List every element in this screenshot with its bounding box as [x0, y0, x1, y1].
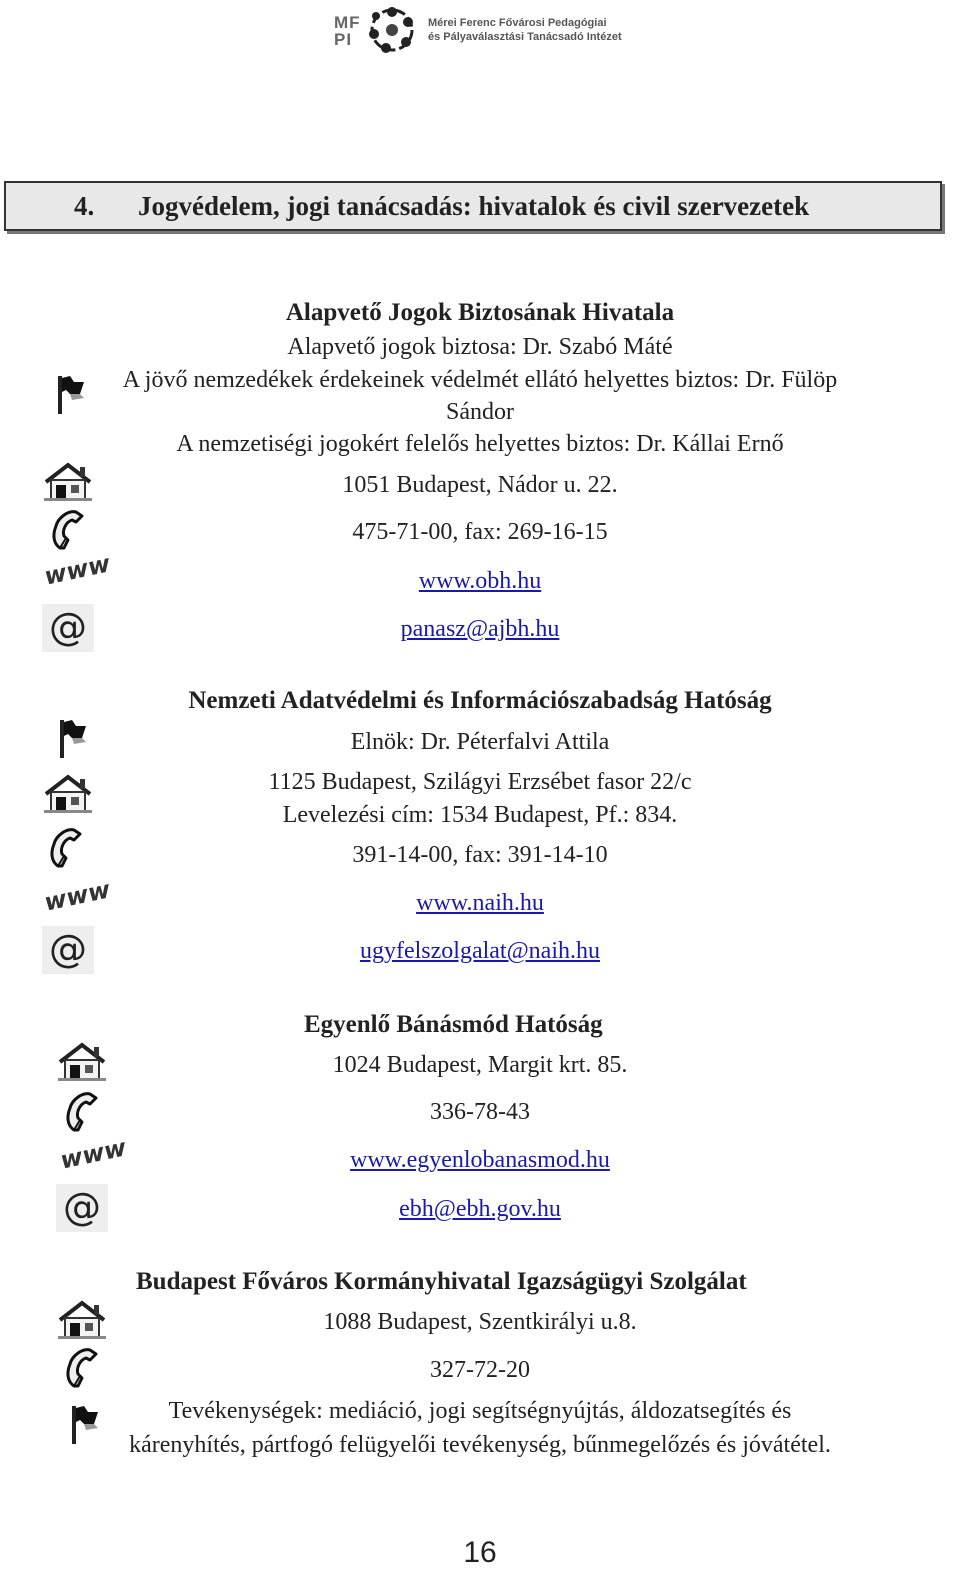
- org2-email-link[interactable]: ugyfelszolgalat@naih.hu: [359, 938, 601, 964]
- org2-person: Elnök: Dr. Péterfalvi Attila: [350, 729, 610, 755]
- house-icon: [42, 774, 94, 814]
- phone-icon: [60, 1090, 104, 1134]
- page-number: 16: [463, 1536, 497, 1569]
- org1-name: Alapvető Jogok Biztosának Hivatala: [285, 299, 675, 326]
- org4-phone: 327-72-20: [430, 1357, 530, 1383]
- org4-activities-line2: kárenyhítés, pártfogó felügyelői tevékenység, bűnmegelőzés és jóvátétel.: [129, 1432, 831, 1458]
- org1-person2a: A jövő nemzedékek érdekeinek védelmét ellátó helyettes biztos: Dr. Fülöp: [122, 367, 838, 393]
- org3-web-link[interactable]: www.egyenlobanasmod.hu: [350, 1147, 610, 1173]
- phone-icon: [60, 1346, 104, 1390]
- www-icon: www: [41, 875, 113, 917]
- at-sign-icon: @: [42, 926, 94, 974]
- house-icon: [56, 1042, 108, 1082]
- at-sign-icon: @: [56, 1184, 108, 1232]
- org3-address: 1024 Budapest, Margit krt. 85.: [332, 1052, 628, 1078]
- org1-email-link[interactable]: panasz@ajbh.hu: [400, 616, 560, 642]
- section-title: Jogvédelem, jogi tanácsadás: hivatalok és civil szervezetek: [138, 191, 810, 221]
- flag-icon: [64, 1402, 104, 1446]
- org1-web-link[interactable]: www.obh.hu: [418, 568, 542, 594]
- org2-phone: 391-14-00, fax: 391-14-10: [352, 842, 608, 868]
- house-icon: [56, 1300, 108, 1340]
- logo-line2: és Pályaválasztási Tanácsadó Intézet: [428, 31, 622, 43]
- org1-address: 1051 Budapest, Nádor u. 22.: [342, 472, 618, 498]
- org1-person3: A nemzetiségi jogokért felelős helyettes biztos: Dr. Kállai Ernő: [176, 431, 784, 457]
- logo-pi-text: PI: [334, 30, 353, 49]
- org4-address: 1088 Budapest, Szentkirályi u.8.: [323, 1309, 637, 1335]
- org3-name: Egyenlő Bánásmód Hatóság: [304, 1011, 603, 1038]
- phone-icon: [46, 508, 90, 552]
- section-number: 4.: [74, 191, 95, 221]
- org2-web-link[interactable]: www.naih.hu: [416, 890, 544, 916]
- logo-mf-text: MF: [334, 13, 361, 32]
- logo-line1: Mérei Ferenc Fővárosi Pedagógiai: [428, 17, 607, 29]
- house-icon: [42, 462, 94, 502]
- org1-person2b: Sándor: [446, 399, 514, 425]
- org3-email-link[interactable]: ebh@ebh.gov.hu: [399, 1196, 561, 1222]
- org2-address: 1125 Budapest, Szilágyi Erzsébet fasor 22/c: [268, 769, 692, 795]
- www-icon: www: [57, 1133, 129, 1175]
- org2-mail-address: Levelezési cím: 1534 Budapest, Pf.: 834.: [282, 802, 678, 828]
- org4-activities-line1: Tevékenységek: mediáció, jogi segítségnyújtás, áldozatsegítés és: [168, 1398, 792, 1424]
- phone-icon: [44, 826, 88, 870]
- www-icon: www: [41, 549, 113, 591]
- org4-name: Budapest Főváros Kormányhivatal Igazságügyi Szolgálat: [136, 1268, 747, 1295]
- org2-name: Nemzeti Adatvédelmi és Információszabadság Hatóság: [188, 687, 772, 714]
- flag-icon: [50, 372, 90, 416]
- at-sign-icon: @: [42, 604, 94, 652]
- org1-person1: Alapvető jogok biztosa: Dr. Szabó Máté: [287, 334, 673, 360]
- org1-phone: 475-71-00, fax: 269-16-15: [352, 519, 608, 545]
- flag-icon: [52, 716, 92, 760]
- org3-phone: 336-78-43: [430, 1099, 530, 1125]
- logo-emblem-icon: [362, 4, 424, 56]
